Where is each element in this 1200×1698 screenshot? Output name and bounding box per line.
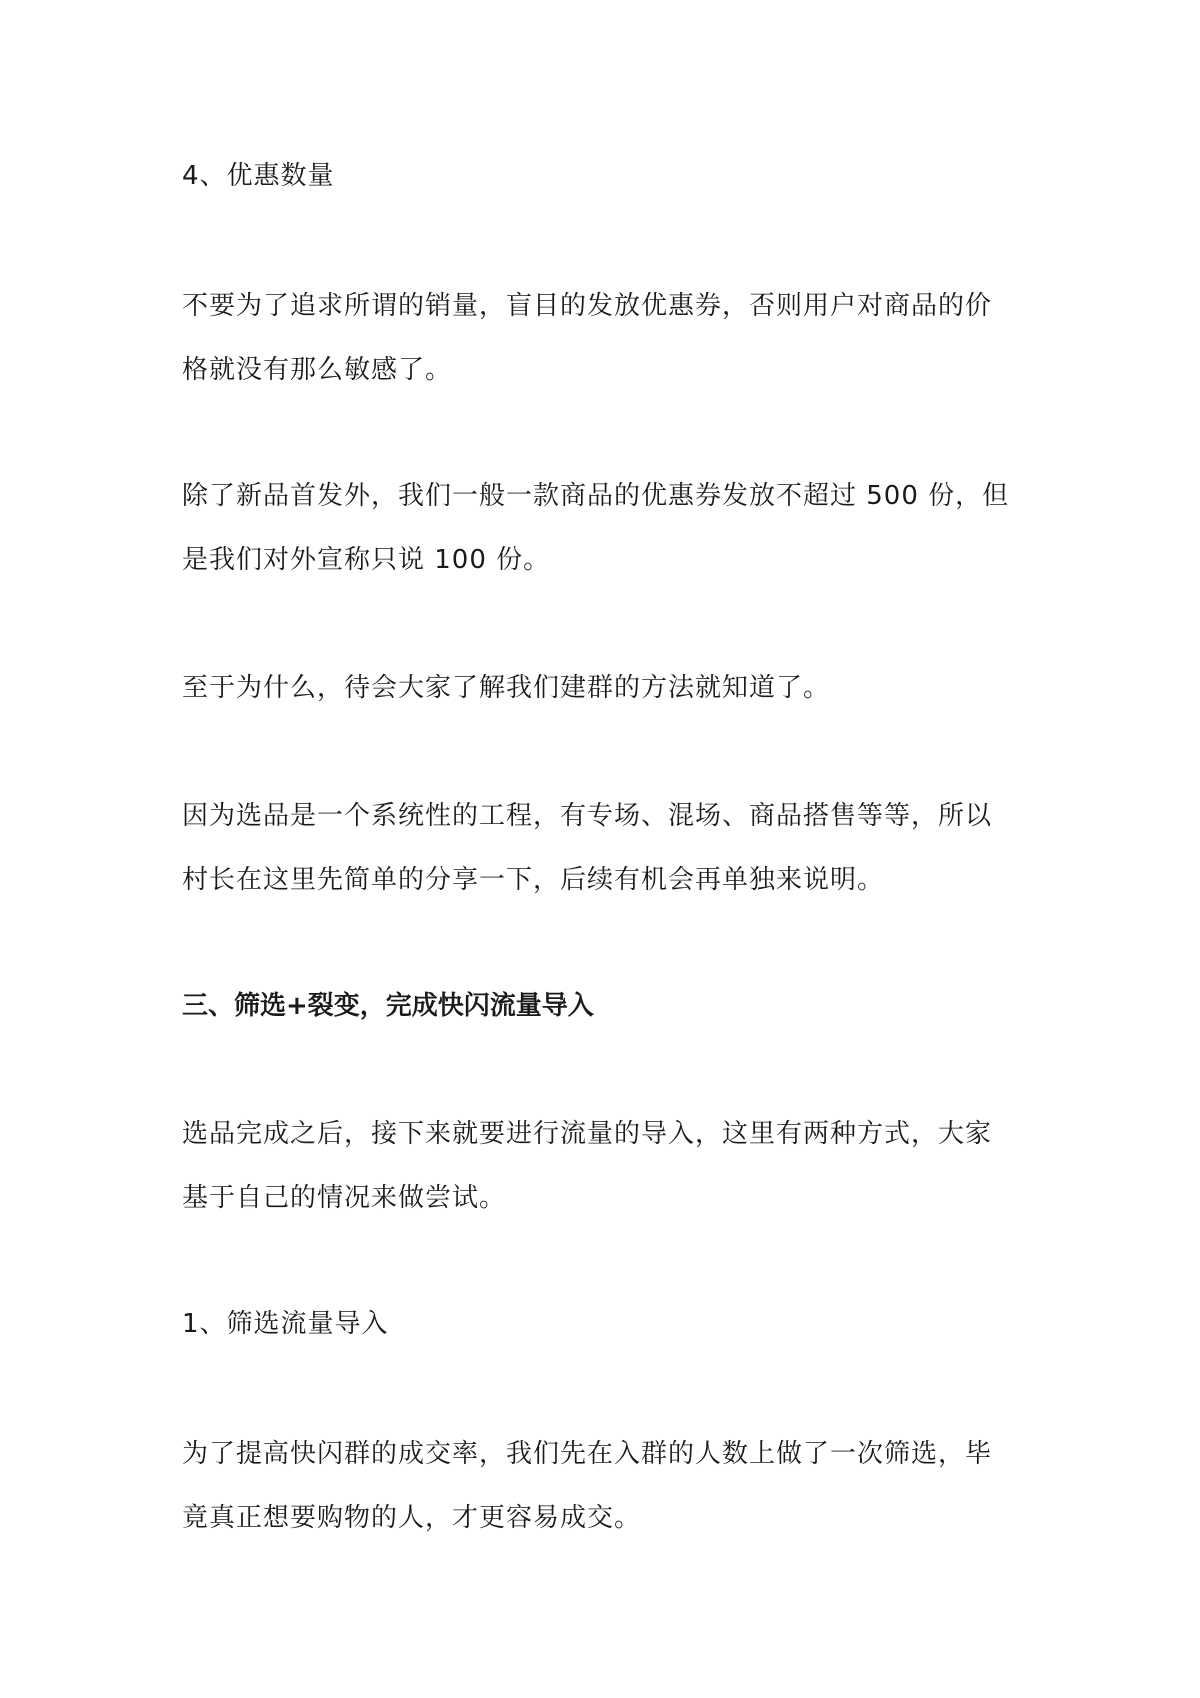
paragraph-coupon-limit: 除了新品首发外，我们一般一款商品的优惠券发放不超过 500 份，但 是我们对外宣称只说 100 份。	[182, 481, 1010, 575]
subheading-filter-traffic: 1、筛选流量导入	[182, 1309, 389, 1339]
paragraph-reason: 至于为什么，待会大家了解我们建群的方法就知道了。	[182, 673, 831, 703]
section-heading-traffic-import: 三、筛选+裂变，完成快闪流量导入	[182, 991, 594, 1021]
paragraph-coupon-warning: 不要为了追求所谓的销量，盲目的发放优惠券，否则用户对商品的价 格就没有那么敏感了。	[182, 291, 993, 385]
paragraph-traffic-methods: 选品完成之后，接下来就要进行流量的导入，这里有两种方式，大家 基于自己的情况来做尝试。	[182, 1119, 993, 1213]
paragraph-product-selection: 因为选品是一个系统性的工程，有专场、混场、商品搭售等等，所以 村长在这里先简单的分享一下，后续有机会再单独来说明。	[182, 801, 993, 895]
paragraph-filter-purpose: 为了提高快闪群的成交率，我们先在入群的人数上做了一次筛选，毕 竟真正想要购物的人，才更容易成交。	[182, 1439, 993, 1533]
subheading-coupon-quantity: 4、优惠数量	[182, 161, 335, 191]
